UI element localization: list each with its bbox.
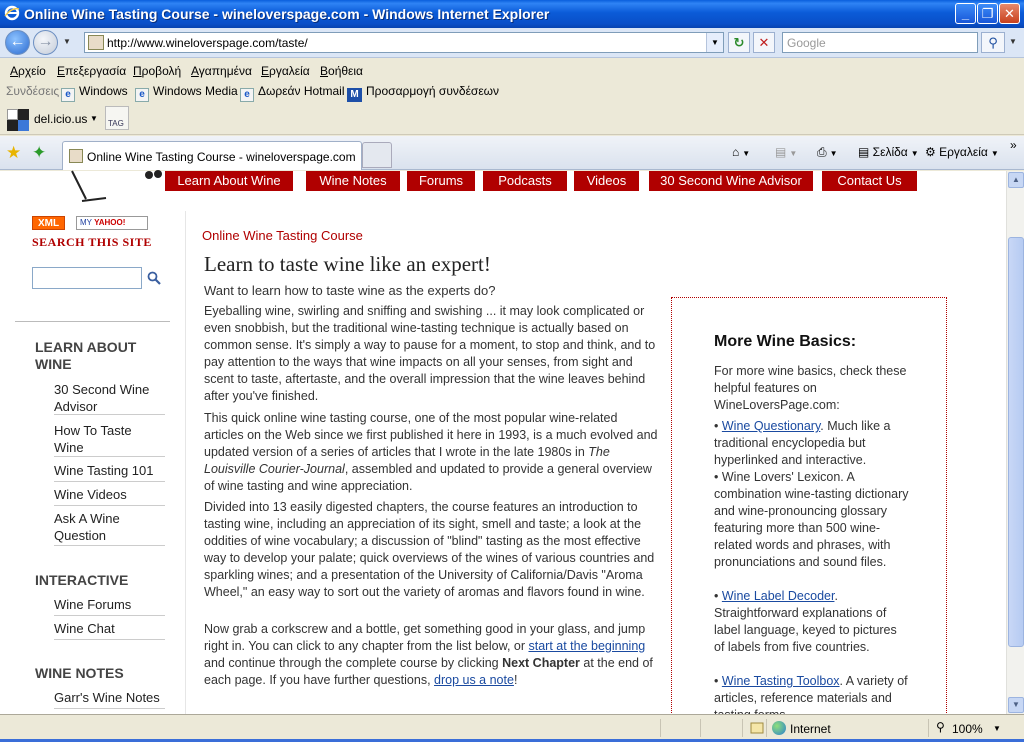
zoom-icon[interactable]: ⚲ [936,720,945,734]
sidebar-item-divider [54,615,165,616]
intro-paragraph: Eyeballing wine, swirling and sniffing and swishing ... it may look complicated or even snobbish, but the traditional wine-tasting technique is actually based on common sense. It's simply a way to pause for a moment, to stop and think, and to pay attention to the ways that wine impacts on all your senses, from sight and scent to taste, aftertaste, and the overall impression that the wine leaves behind after you've finished. [204,304,656,403]
ie-logo-icon [4,5,20,21]
sidebar-item-divider [54,505,165,506]
wine-tasting-toolbox-link[interactable]: Wine Tasting Toolbox [721,674,840,688]
nav-learn-about-wine[interactable]: Learn About Wine [165,171,293,191]
back-button[interactable]: ← [5,30,30,55]
scroll-down-icon[interactable]: ▼ [1008,697,1024,713]
maximize-button[interactable]: ❐ [977,3,998,24]
sidebar-divider [15,321,170,322]
add-favorite-icon[interactable]: ✦ [32,143,47,162]
link-windows[interactable]: e Windows [61,84,128,102]
nav-forums[interactable]: Forums [407,171,475,191]
forward-button[interactable]: → [33,30,58,55]
nav-podcasts[interactable]: Podcasts [483,171,567,191]
address-row [0,28,1024,58]
start-paragraph: Now grab a corkscrew and a bottle, get something good in your glass, and jump right in. You can click to any chapter from the list below, or start at the beginning and continue through the complete course by clicking Next Chapter at the end of each page. If you have further questions, drop us a note! [204,622,653,687]
sidebar-item-ask-a-wine-question[interactable]: Ask A Wine Question [54,511,120,543]
status-divider [766,719,767,737]
sidebar-item-30-second-wine-advisor[interactable]: 30 Second Wine Advisor [54,382,150,414]
link-windows-media[interactable]: e Windows Media [135,84,238,102]
delicious-label[interactable]: del.icio.us [34,112,88,126]
nav-contact-us[interactable]: Contact Us [822,171,917,191]
status-divider [928,719,929,737]
sidebar-item-how-to-taste-wine[interactable]: How To Taste Wine [54,423,132,455]
address-dropdown-icon[interactable]: ▼ [706,33,723,52]
tools-menu[interactable]: ⚙ Εργαλεία ▼ [925,145,999,159]
window-title: Online Wine Tasting Course - wineloverspage.com - Windows Internet Explorer [24,6,550,22]
delicious-dropdown-icon[interactable]: ▼ [90,114,98,123]
nav-30-second-wine-advisor[interactable]: 30 Second Wine Advisor [649,171,813,191]
menu-help[interactable]: Βοήθεια [320,64,363,78]
favorites-star-icon[interactable]: ★ [6,143,22,162]
internet-zone-icon [772,721,786,735]
sidebar-section-interactive: INTERACTIVE [35,572,129,588]
xml-feed-button[interactable]: XML [32,216,65,230]
zoom-dropdown-icon[interactable]: ▼ [993,724,1001,733]
ie-page-icon: e [61,88,75,102]
history-dropdown-icon[interactable]: ▼ [63,37,71,46]
page-crumb: Online Wine Tasting Course [202,228,363,243]
more-chevron-icon[interactable]: » [1010,138,1017,152]
links-label: Συνδέσεις [6,84,60,98]
home-icon[interactable]: ⌂ ▼ [732,145,751,159]
tab-current[interactable] [62,141,362,170]
drop-us-a-note-link[interactable]: drop us a note [434,673,514,687]
vertical-scrollbar[interactable] [1006,171,1024,714]
search-site-heading: SEARCH THIS SITE [32,235,152,249]
start-at-beginning-link[interactable]: start at the beginning [528,639,646,653]
chapters-paragraph: Divided into 13 easily digested chapters, the course features an introduction to tasting wine, including an appreciation of its sight, smell and taste; a look at the oddities of wine vocabulary; a discussion of "blind" tasting as the most effective way to develop your palate; quick overviews of the wines of various countries and sparkling wines; and a presentation of the University of California/Davis "Aroma Wheel," an easy way to sort out the variety of aromas and flavors found in wine. [204,500,655,599]
links-bar [0,81,1024,103]
nav-wine-notes[interactable]: Wine Notes [306,171,400,191]
tab-favicon-icon [69,149,83,163]
delicious-icon[interactable] [7,109,29,131]
sidebar-item-divider [54,708,165,709]
site-logo-grapes-icon [144,171,164,181]
sidebar-section-learn-about-wine: LEARN ABOUT WINE [35,339,137,372]
site-favicon-icon [88,35,104,50]
wine-questionary-link[interactable]: Wine Questionary [721,419,821,433]
minimize-button[interactable]: _ [955,3,976,24]
box-item-lexicon: • Wine Lovers' Lexicon. A combination wine-tasting dictionary and wine-pronouncing glossary featuring more than 500 wine-related words and phrases, with pronunciations and sound files. [714,470,909,569]
status-divider [700,719,701,737]
new-tab-button[interactable] [362,142,392,168]
sidebar-item-wine-videos[interactable]: Wine Videos [54,487,127,502]
wine-label-decoder-link[interactable]: Wine Label Decoder [721,589,835,603]
sidebar-item-divider [54,639,165,640]
box-item-toolbox: • Wine Tasting Toolbox. A variety of articles, reference materials and [714,674,908,705]
sidebar-item-divider [54,414,165,415]
page-title: Learn to taste wine like an expert! [204,252,491,276]
refresh-button[interactable]: ↻ [728,32,750,53]
delicious-toolbar [0,103,1024,135]
site-search-input[interactable] [32,267,142,289]
security-zone: Internet [790,722,831,736]
msn-icon: M [347,88,362,102]
lede-text: Want to learn how to taste wine as the experts do? [204,283,496,298]
site-logo-fragment [70,171,110,211]
address-bar[interactable] [84,32,724,53]
column-separator [185,211,186,721]
sidebar-item-divider [54,545,165,546]
sidebar-item-wine-chat[interactable]: Wine Chat [54,621,115,636]
print-icon[interactable]: ⎙ ▼ [817,145,838,159]
box-heading: More Wine Basics: [714,333,857,350]
menu-edit[interactable]: Επεξεργασία [57,64,127,78]
ie-page-icon: e [240,88,254,102]
sidebar-item-divider [54,481,165,482]
menu-favorites[interactable]: Αγαπημένα [191,64,252,78]
menu-tools[interactable]: Εργαλεία [261,64,310,78]
web-page [0,171,1006,714]
history-paragraph: This quick online wine tasting course, one of the most popular wine-related articles on the Web since we first published it here in 1993, is a much evolved and updated version of a series of articles that I wrote in the late 1980s in The Louisville Courier-Journal, assembled and updated to provide a general overview of wine tasting and wine appreciation. [204,411,658,493]
scroll-thumb[interactable] [1008,237,1024,647]
sidebar-item-wine-forums[interactable]: Wine Forums [54,597,132,612]
box-item-label-decoder: • Wine Label Decoder. Straightforward explanations of label language, keyed to pictures of labels from five countries. [714,589,897,654]
sidebar-item-divider [54,456,165,457]
add-to-my-yahoo-button[interactable]: MY YAHOO! [76,216,148,230]
scroll-up-icon[interactable]: ▲ [1008,172,1024,188]
stop-button[interactable]: ✕ [753,32,775,53]
tag-button[interactable]: TAG [105,106,129,130]
nav-videos[interactable]: Videos [574,171,639,191]
zoom-level[interactable]: 100% [952,722,983,736]
tab-title: Online Wine Tasting Course - wineloverspage.com [87,150,356,164]
sidebar-item-wine-tasting-101[interactable]: Wine Tasting 101 [54,463,154,478]
sidebar-section-wine-notes: WINE NOTES [35,665,124,681]
sidebar-item-garrs-wine-notes[interactable]: Garr's Wine Notes [54,690,160,705]
search-options-icon[interactable]: ▼ [1009,37,1017,46]
search-icon[interactable]: ⚲ [981,32,1005,53]
tab-bar [0,136,1024,170]
link-customize[interactable]: M Προσαρμογή συνδέσεων [347,84,499,102]
close-button[interactable]: ✕ [999,3,1020,24]
status-bar [0,714,1024,742]
feeds-icon[interactable]: ▤ ▼ [775,145,798,159]
link-hotmail[interactable]: e Δωρεάν Hotmail [240,84,345,102]
search-icon[interactable] [147,271,161,285]
ie-page-icon: e [135,88,149,102]
more-wine-basics-box [671,297,947,737]
title-bar [0,0,1024,28]
box-item-questionary: • Wine Questionary. Much like a traditional encyclopedia but hyperlinked and interactive. [714,419,891,467]
status-divider [660,719,661,737]
menu-file[interactable]: Αρχείο [10,64,46,78]
menu-view[interactable]: Προβολή [133,64,182,78]
protected-mode-icon [750,721,764,735]
search-input[interactable]: Google [782,32,978,53]
page-menu[interactable]: ▤ Σελίδα ▼ [858,145,919,159]
status-divider [742,719,743,737]
menu-bar [0,58,1024,82]
url-text[interactable]: http://www.wineloverspage.com/taste/ [107,36,308,50]
box-intro: For more wine basics, check these helpful features on WineLoversPage.com: [714,364,907,412]
